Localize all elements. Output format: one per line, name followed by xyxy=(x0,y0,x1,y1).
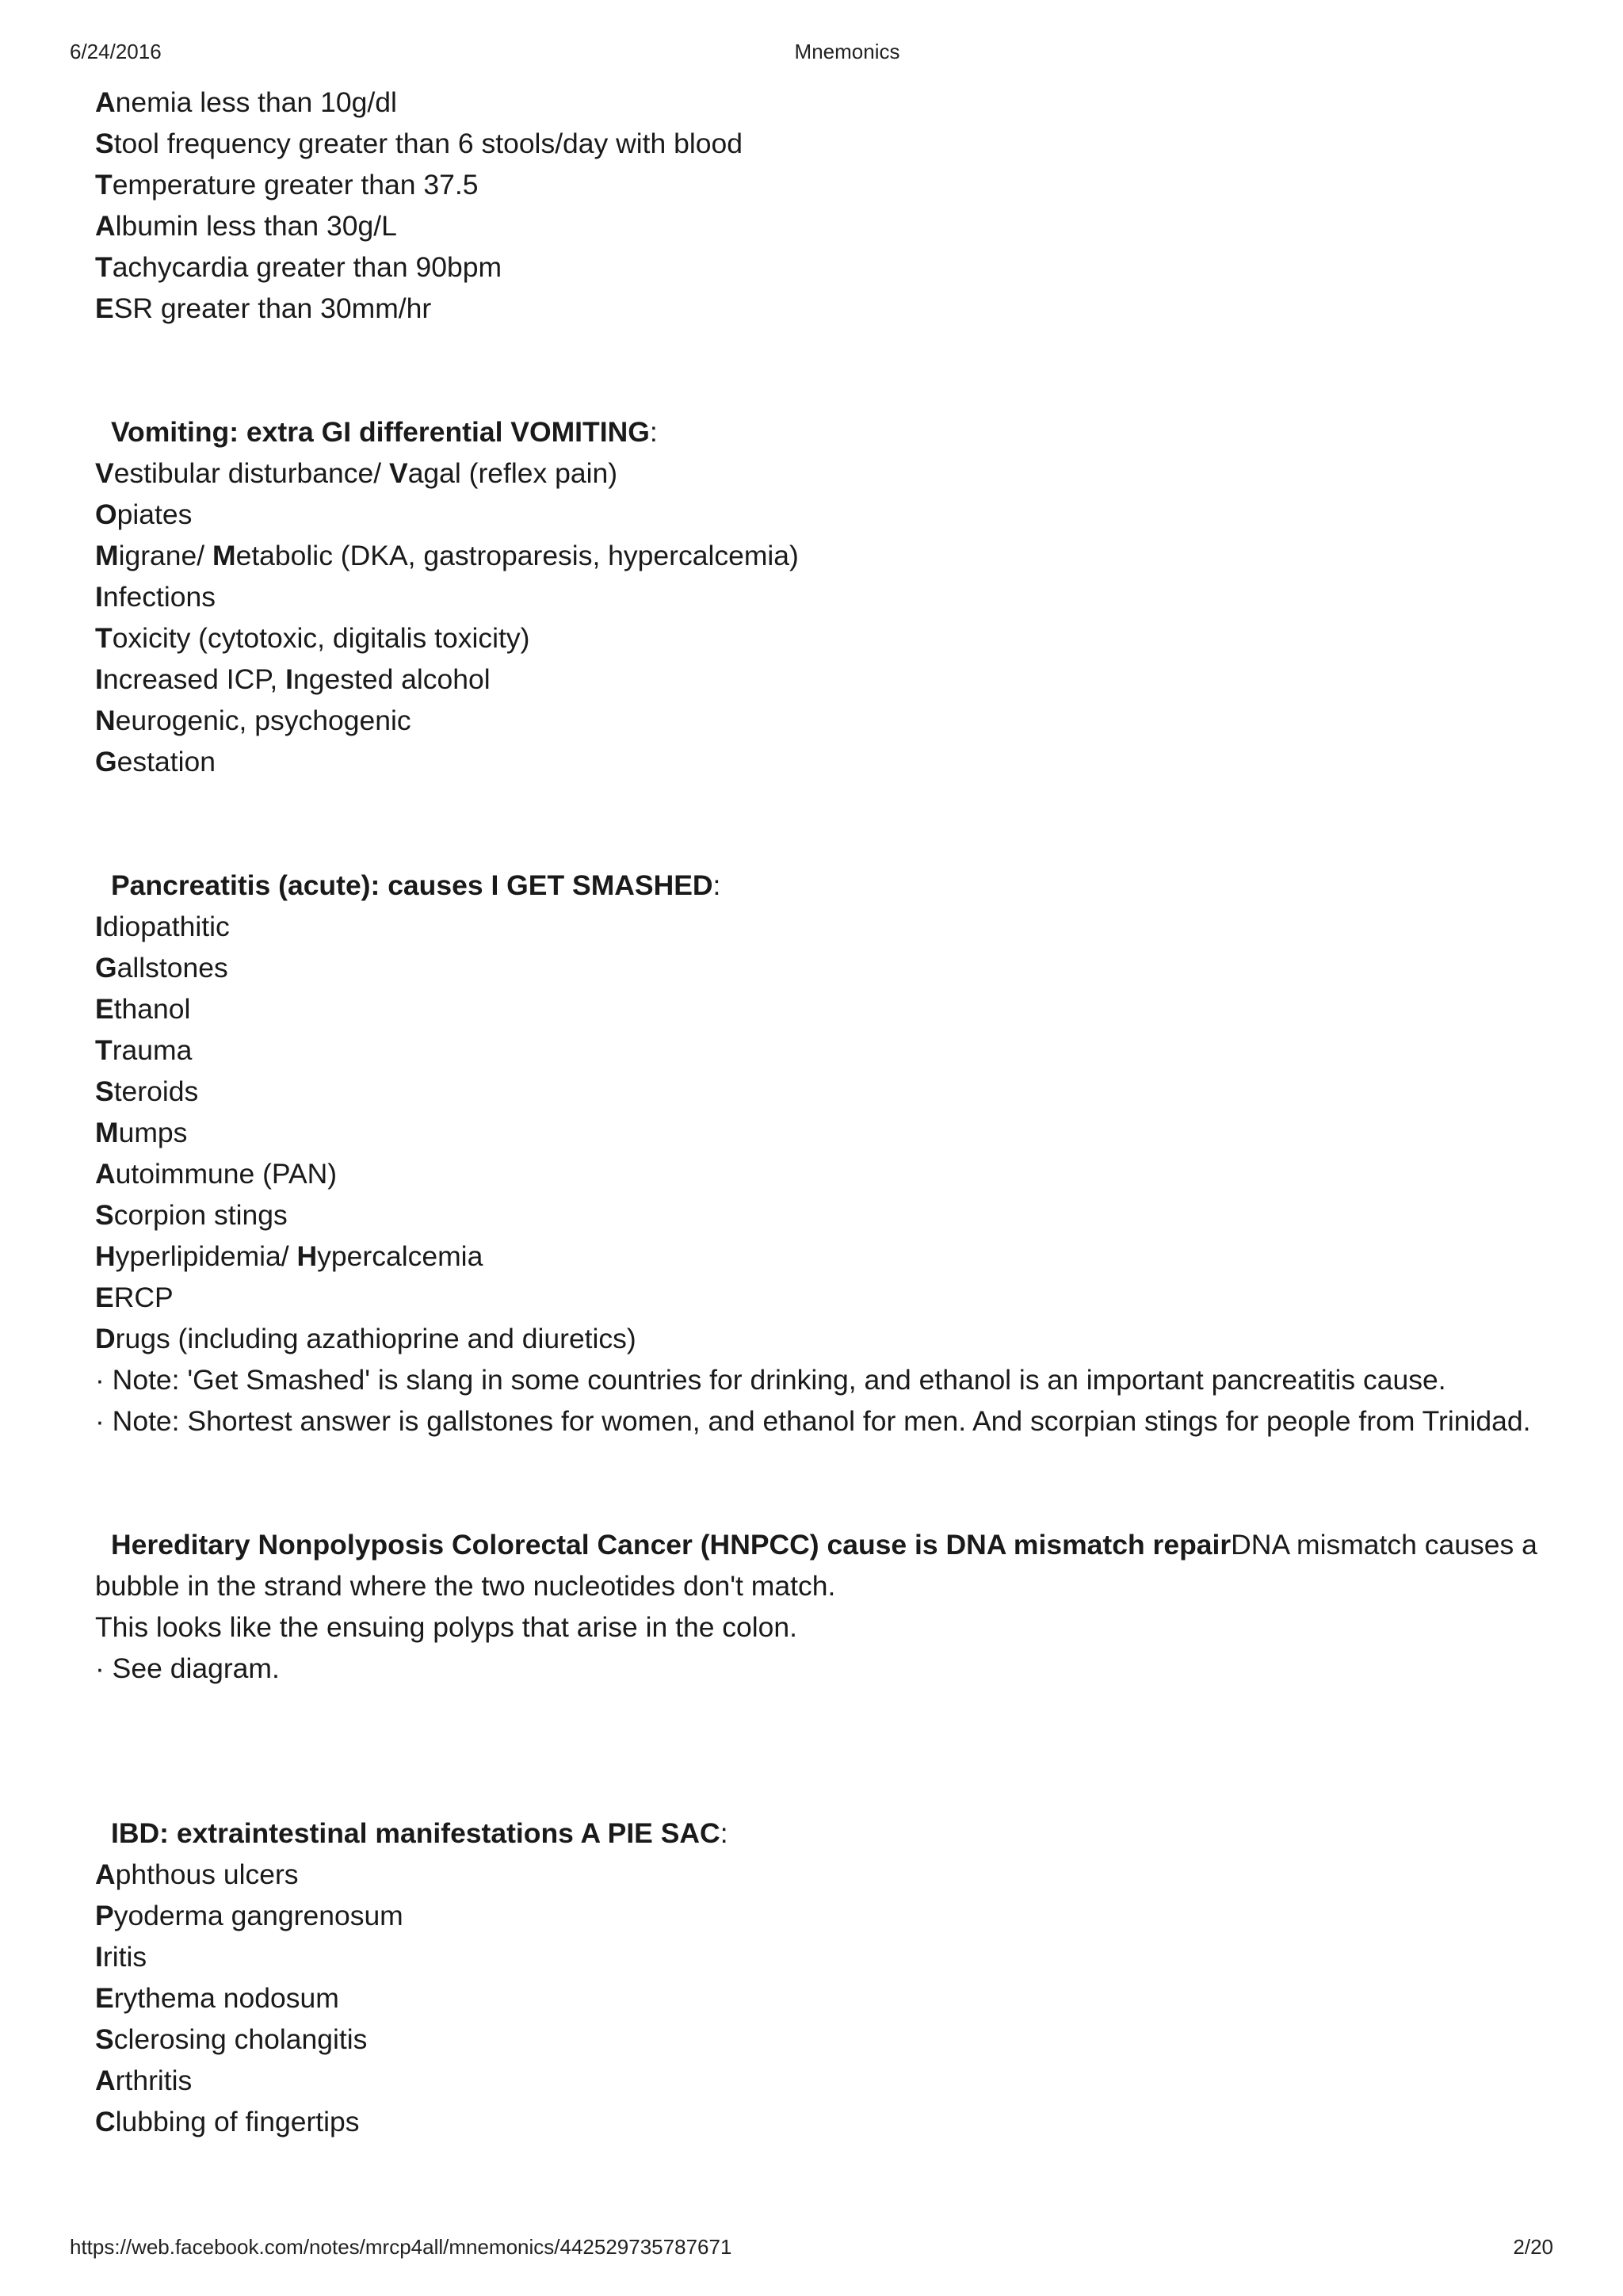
list-item: Aphthous ulcers xyxy=(95,1859,299,1890)
list-item: Tachycardia greater than 90bpm xyxy=(95,251,502,283)
vomiting-section xyxy=(95,411,1545,782)
list-item: Drugs (including azathioprine and diuretics) xyxy=(95,1323,636,1354)
source-url: https://web.facebook.com/notes/mrcp4all/mnemonics/442529735787671 xyxy=(70,2235,732,2259)
continued-list xyxy=(95,82,1545,329)
paragraph-line: · See diagram. xyxy=(95,1652,280,1684)
note: · Note: 'Get Smashed' is slang in some countries for drinking, and ethanol is an important pancreatitis cause. xyxy=(95,1364,1446,1396)
list-item: Ethanol xyxy=(95,993,191,1025)
section-heading: Hereditary Nonpolyposis Colorectal Cancer (HNPCC) cause is DNA mismatch repairDNA mismatch causes a bubble in the strand where the two nucleotides don't match. xyxy=(95,1529,1537,1602)
list-item: Gallstones xyxy=(95,952,228,984)
list-item: Pyoderma gangrenosum xyxy=(95,1900,403,1931)
list-item: Opiates xyxy=(95,499,193,530)
list-item: Scorpion stings xyxy=(95,1199,288,1231)
list-item: Erythema nodosum xyxy=(95,1982,339,2014)
section-heading: IBD: extraintestinal manifestations A PIE SAC: xyxy=(111,1817,728,1849)
document-body xyxy=(95,82,1545,2142)
section-heading: Pancreatitis (acute): causes I GET SMASHED: xyxy=(111,869,721,901)
list-item: Neurogenic, psychogenic xyxy=(95,705,411,736)
note: · Note: Shortest answer is gallstones for women, and ethanol for men. And scorpian stings for people from Trinidad. xyxy=(95,1405,1531,1437)
list-item: Anemia less than 10g/dl xyxy=(95,86,397,118)
paragraph-line: This looks like the ensuing polyps that arise in the colon. xyxy=(95,1611,798,1643)
list-item: Temperature greater than 37.5 xyxy=(95,169,479,201)
list-item: Infections xyxy=(95,581,216,613)
list-item: Trauma xyxy=(95,1034,193,1066)
section-body: DNA mismatch causes a bubble in the strand where the two nucleotides don't match. xyxy=(95,1529,1537,1602)
list-item: Clubbing of fingertips xyxy=(95,2106,360,2137)
list-item: Steroids xyxy=(95,1075,199,1107)
document-title: Mnemonics xyxy=(794,40,900,63)
pancreatitis-section xyxy=(95,865,1545,1442)
list-item: Arthritis xyxy=(95,2065,193,2096)
list-item: Idiopathitic xyxy=(95,911,230,942)
list-item: Toxicity (cytotoxic, digitalis toxicity) xyxy=(95,622,530,654)
list-item: Hyperlipidemia/ Hypercalcemia xyxy=(95,1240,483,1272)
list-item: ESR greater than 30mm/hr xyxy=(95,292,432,324)
ibd-section xyxy=(95,1813,1545,2142)
list-item: Mumps xyxy=(95,1117,188,1148)
print-date: 6/24/2016 xyxy=(70,40,162,63)
list-item: Stool frequency greater than 6 stools/day with blood xyxy=(95,128,743,159)
list-item: Migrane/ Metabolic (DKA, gastroparesis, hypercalcemia) xyxy=(95,540,799,571)
section-heading: Vomiting: extra GI differential VOMITING: xyxy=(111,416,658,448)
list-item: Vestibular disturbance/ Vagal (reflex pain) xyxy=(95,457,618,489)
page-header xyxy=(70,40,1553,67)
list-item: Increased ICP, Ingested alcohol xyxy=(95,663,491,695)
page-number: 2/20 xyxy=(1513,2235,1553,2259)
list-item: Gestation xyxy=(95,746,216,777)
list-item: Autoimmune (PAN) xyxy=(95,1158,338,1190)
page-footer xyxy=(70,2235,1553,2262)
hnpcc-section xyxy=(95,1524,1545,1689)
list-item: Albumin less than 30g/L xyxy=(95,210,397,242)
list-item: Iritis xyxy=(95,1941,147,1973)
list-item: Sclerosing cholangitis xyxy=(95,2023,368,2055)
list-item: ERCP xyxy=(95,1282,174,1313)
